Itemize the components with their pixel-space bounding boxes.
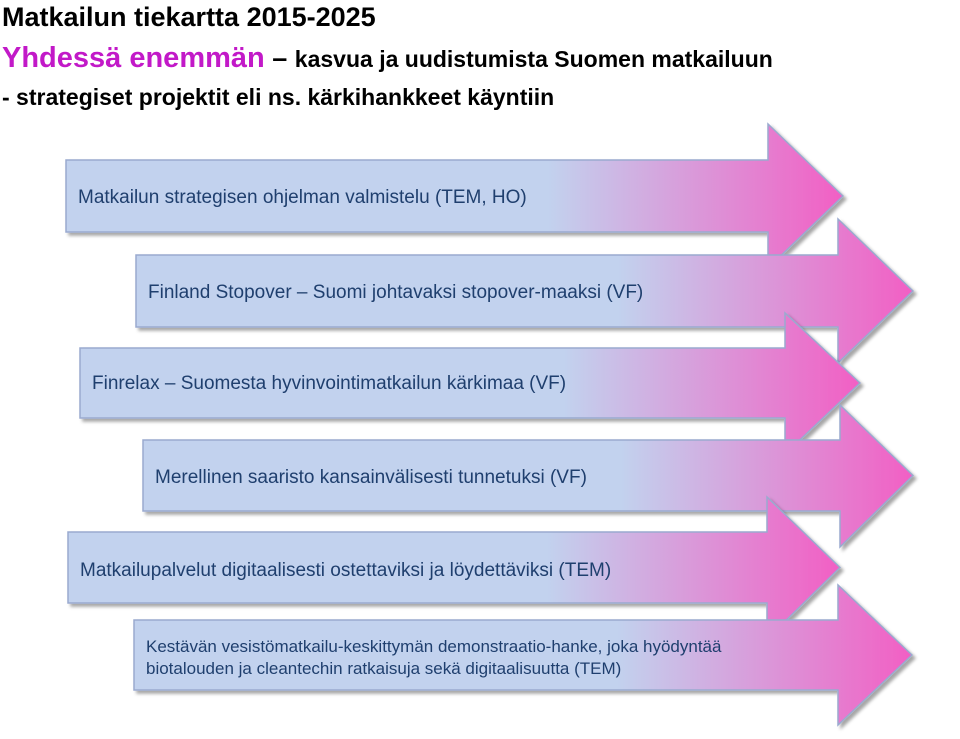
page-tagline: - strategiset projektit eli ns. kärkihankkeet käyntiin	[2, 84, 555, 110]
project-label-stopover: Finland Stopover – Suomi johtavaksi stopover-maaksi (VF)	[148, 282, 644, 303]
project-label-lake-tourism-line2: biotalouden ja cleantechin ratkaisuja sekä digitaalisuutta (TEM)	[146, 659, 622, 678]
subtitle-dash: –	[272, 43, 288, 73]
page-title: Matkailun tiekartta 2015-2025	[2, 2, 376, 32]
project-label-lake-tourism	[146, 636, 721, 680]
project-label-lake-tourism-line1: Kestävän vesistömatkailu-keskittymän demonstraatio-hanke, joka hyödyntää	[146, 637, 722, 656]
project-label-digital: Matkailupalvelut digitaalisesti ostettaviksi ja löydettäviksi (TEM)	[80, 560, 612, 581]
subtitle-highlight: Yhdessä enemmän	[2, 42, 265, 74]
subtitle-rest: kasvua ja uudistumista Suomen matkailuun	[294, 46, 773, 72]
project-label-finrelax: Finrelax – Suomesta hyvinvointimatkailun kärkimaa (VF)	[92, 373, 567, 394]
project-label-archipelago: Merellinen saaristo kansainvälisesti tunnetuksi (VF)	[155, 467, 587, 488]
project-label-strategy: Matkailun strategisen ohjelman valmistelu (TEM, HO)	[78, 187, 527, 208]
